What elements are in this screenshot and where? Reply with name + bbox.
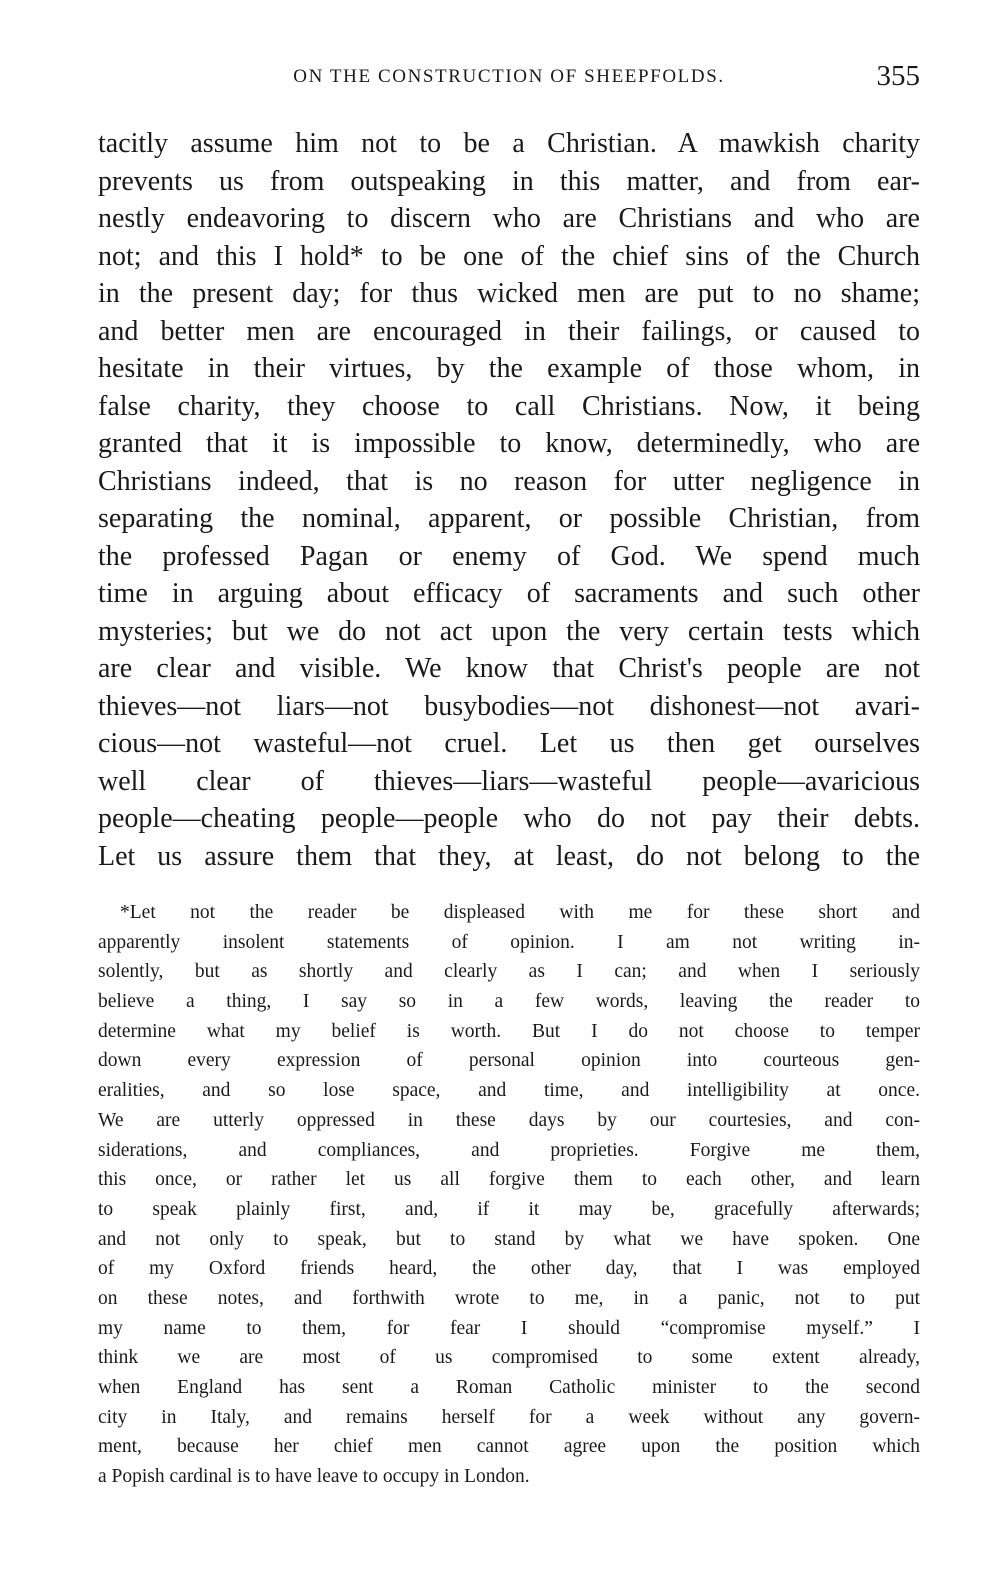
body-line: Christians indeed, that is no reason for utter negligence in [98,465,920,497]
footnote-line: determine what my belief is worth. But I do not choose to temper [98,1020,920,1042]
running-title: ON THE CONSTRUCTION OF SHEEPFOLDS. [293,66,725,87]
body-line: hesitate in their virtues, by the example of those whom, in [98,353,920,384]
page-number: 355 [876,60,920,92]
body-line: and better men are encouraged in their failings, or caused to [98,315,920,347]
body-line: are clear and visible. We know that Christ's people are not [98,653,920,684]
body-line: tacitly assume him not to be a Christian. A mawkish charity [98,128,920,159]
body-line: nestly endeavoring to discern who are Christians and who are [98,203,920,234]
footnote-line: and not only to speak, but to stand by what we have spoken. One [98,1228,920,1250]
body-line: not; and this I hold* to be one of the chief sins of the Church [98,240,920,272]
footnote-line: city in Italy, and remains herself for a week without any govern- [98,1406,920,1428]
body-line: in the present day; for thus wicked men are put to no shame; [98,278,920,309]
body-line: separating the nominal, apparent, or possible Christian, from [98,503,920,534]
footnote-line: believe a thing, I say so in a few words, leaving the reader to [98,991,920,1013]
body-line: prevents us from outspeaking in this matter, and from ear- [98,165,920,197]
body-line: Let us assure them that they, at least, do not belong to the [98,840,920,872]
footnote-line: apparently insolent statements of opinion. I am not writing in- [98,931,920,953]
footnote-line: *Let not the reader be displeased with me for these short and [120,902,920,923]
footnote-line: when England has sent a Roman Catholic minister to the second [98,1377,920,1398]
footnote-line: down every expression of personal opinion into courteous gen- [98,1050,920,1072]
body-line: well clear of thieves—liars—wasteful people—avaricious [98,765,920,797]
footnote-line: We are utterly oppressed in these days by our courtesies, and con- [98,1109,920,1131]
body-line: thieves—not liars—not busybodies—not dishonest—not avari- [98,690,920,722]
footnote-line: on these notes, and forthwith wrote to me, in a panic, not to put [98,1287,920,1309]
footnote-line: ment, because her chief men cannot agree upon the position which [98,1436,920,1458]
page-header [98,60,920,100]
footnote-line: a Popish cardinal is to have leave to occupy in London. [98,1466,530,1488]
footnote-line: siderations, and compliances, and proprieties. Forgive me them, [98,1139,920,1161]
footnote-line: this once, or rather let us all forgive them to each other, and learn [98,1169,920,1191]
body-line: granted that it is impossible to know, determinedly, who are [98,428,920,459]
footnote-line: solently, but as shortly and clearly as I can; and when I seriously [98,961,920,983]
footnote-line: eralities, and so lose space, and time, and intelligibility at once. [98,1080,920,1102]
body-line: cious—not wasteful—not cruel. Let us then get ourselves [98,728,920,759]
footnote-line: of my Oxford friends heard, the other day, that I was employed [98,1258,920,1280]
body-line: time in arguing about efficacy of sacraments and such other [98,578,920,609]
body-text [98,125,920,875]
footnote-line: to speak plainly first, and, if it may be, gracefully afterwards; [98,1198,920,1220]
body-line: the professed Pagan or enemy of God. We spend much [98,540,920,572]
body-line: false charity, they choose to call Christians. Now, it being [98,390,920,422]
footnote-line: my name to them, for fear I should “compromise myself.” I [98,1317,920,1339]
body-line: mysteries; but we do not act upon the very certain tests which [98,615,920,647]
footnote [98,898,920,1492]
footnote-line: think we are most of us compromised to some extent already, [98,1347,920,1369]
body-line: people—cheating people—people who do not pay their debts. [98,803,920,834]
